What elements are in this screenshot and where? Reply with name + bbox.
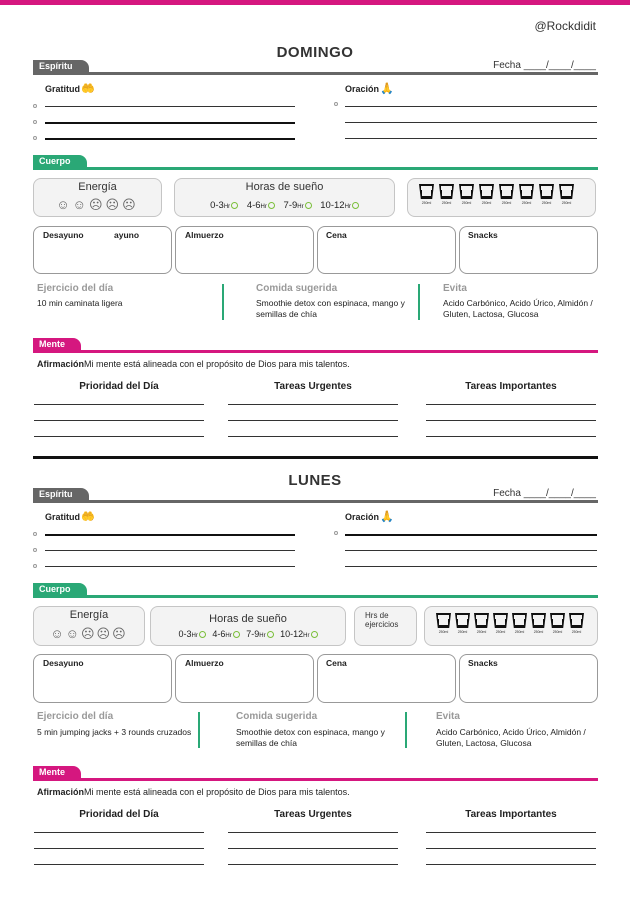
praying-hands-icon: 🙏 xyxy=(380,83,394,95)
prioridad-line[interactable] xyxy=(34,864,204,865)
oracion-line-3[interactable] xyxy=(345,566,597,567)
bullet-icon xyxy=(334,531,338,535)
almuerzo-label: Almuerzo xyxy=(185,230,224,240)
section-tab-cuerpo: Cuerpo xyxy=(33,155,87,167)
bullet-icon xyxy=(33,548,37,552)
cena-label: Cena xyxy=(326,658,347,668)
importantes-heading: Tareas Importantes xyxy=(465,809,557,820)
very-happy-face-icon[interactable]: ☺ xyxy=(50,626,66,641)
urgentes-line[interactable] xyxy=(228,832,398,833)
sleep-options xyxy=(175,200,394,211)
snacks-box[interactable] xyxy=(459,654,598,703)
column-divider xyxy=(198,712,200,748)
horas-sueno-box xyxy=(174,178,395,217)
ejercicio-text: 10 min caminata ligera xyxy=(37,298,123,308)
happy-face-icon[interactable]: ☺ xyxy=(72,197,89,212)
water-box xyxy=(407,178,596,217)
sleep-option[interactable]: 10-12Hr xyxy=(320,200,359,211)
glass-label: 250ml xyxy=(457,630,468,634)
sleep-option[interactable]: 7-9Hr xyxy=(246,629,273,639)
urgentes-line[interactable] xyxy=(228,436,398,437)
urgentes-line[interactable] xyxy=(228,848,398,849)
very-happy-face-icon[interactable]: ☺ xyxy=(56,197,73,212)
section-line-cuerpo xyxy=(33,167,598,170)
sleep-option[interactable]: 4-6Hr xyxy=(212,629,239,639)
bullet-icon xyxy=(33,104,37,108)
author-handle: @Rockdidit xyxy=(534,19,596,33)
water-glasses xyxy=(418,184,575,206)
section-line-mente xyxy=(33,778,598,781)
horas-sueno-label: Horas de sueño xyxy=(245,181,324,193)
glass-icon[interactable] xyxy=(498,184,515,206)
urgentes-line[interactable] xyxy=(228,864,398,865)
gratitud-line-1[interactable] xyxy=(45,106,295,107)
oracion-line-1[interactable] xyxy=(345,534,597,536)
importantes-line[interactable] xyxy=(426,864,596,865)
prioridad-line[interactable] xyxy=(34,404,204,405)
comida-text: Smoothie detox con espinaca, mango y semillas de chía xyxy=(236,727,385,748)
glass-icon[interactable] xyxy=(473,613,490,635)
oracion-label: Oración🙏 xyxy=(345,83,394,95)
glass-icon[interactable] xyxy=(478,184,495,206)
glass-icon[interactable] xyxy=(418,184,435,206)
section-line-mente xyxy=(33,350,598,353)
desayuno-box[interactable] xyxy=(33,226,172,274)
glass-label: 250ml xyxy=(438,630,449,634)
prioridad-line[interactable] xyxy=(34,420,204,421)
urgentes-heading: Tareas Urgentes xyxy=(274,381,352,392)
bullet-icon xyxy=(33,564,37,568)
cena-box[interactable] xyxy=(317,654,456,703)
glass-label: 250ml xyxy=(521,201,532,205)
glass-label: 250ml xyxy=(481,201,492,205)
snacks-box[interactable] xyxy=(459,226,598,274)
water-glasses xyxy=(435,613,585,635)
snacks-label: Snacks xyxy=(468,658,498,668)
glass-icon[interactable] xyxy=(492,613,509,635)
gratitud-line-3[interactable] xyxy=(45,566,295,567)
sleep-option[interactable]: 10-12Hr xyxy=(280,629,317,639)
column-divider xyxy=(405,712,407,748)
bullet-icon xyxy=(334,102,338,106)
glass-label: 250ml xyxy=(476,630,487,634)
column-divider xyxy=(418,284,420,320)
gratitud-line-2[interactable] xyxy=(45,550,295,551)
hrs-ejercicios-label: Hrs de ejercicios xyxy=(365,611,399,629)
date-field[interactable]: Fecha ____/____/____ xyxy=(493,488,596,499)
glass-icon[interactable] xyxy=(438,184,455,206)
horas-sueno-label: Horas de sueño xyxy=(209,613,287,625)
energia-box xyxy=(33,606,145,646)
neutral-face-icon[interactable]: ☹ xyxy=(80,626,97,641)
urgentes-heading: Tareas Urgentes xyxy=(274,809,352,820)
water-box xyxy=(424,606,598,646)
afirmacion: AfirmaciónMi mente está alineada con el propósito de Dios para mis talentos. xyxy=(37,359,350,369)
sleep-option[interactable]: 4-6Hr xyxy=(247,200,275,211)
almuerzo-box[interactable] xyxy=(175,654,314,703)
section-tab-espiritu: Espíritu xyxy=(33,488,89,500)
gratitud-label: Gratitud🤲 xyxy=(45,511,95,523)
bullet-icon xyxy=(33,136,37,140)
ayuno-label: ayuno xyxy=(114,230,140,240)
importantes-line[interactable] xyxy=(426,832,596,833)
oracion-line-2[interactable] xyxy=(345,122,597,123)
neutral-face-icon[interactable]: ☹ xyxy=(88,197,106,212)
glass-icon[interactable] xyxy=(530,613,547,635)
glass-icon[interactable] xyxy=(558,184,575,206)
desayuno-label: Desayuno xyxy=(43,230,84,240)
glass-label: 250ml xyxy=(533,630,544,634)
glass-icon[interactable] xyxy=(458,184,475,206)
sad-face-icon[interactable]: ☹ xyxy=(105,197,123,212)
bullet-icon xyxy=(33,532,37,536)
ejercicio-text: 5 min jumping jacks + 3 rounds cruzados xyxy=(37,727,192,737)
section-line-espiritu xyxy=(33,500,598,503)
importantes-heading: Tareas Importantes xyxy=(465,381,557,392)
gratitud-line-1[interactable] xyxy=(45,534,295,536)
comida-text: Smoothie detox con espinaca, mango y semillas de chía xyxy=(256,298,405,319)
glass-label: 250ml xyxy=(541,201,552,205)
evita-heading: Evita xyxy=(436,711,460,722)
energy-faces xyxy=(34,197,161,213)
glass-label: 250ml xyxy=(552,630,563,634)
section-line-cuerpo xyxy=(33,595,598,598)
very-sad-face-icon[interactable]: ☹ xyxy=(122,197,139,212)
cena-box[interactable] xyxy=(317,226,456,274)
afirmacion: AfirmaciónMi mente está alineada con el propósito de Dios para mis talentos. xyxy=(37,787,350,797)
prioridad-heading: Prioridad del Día xyxy=(79,381,159,392)
importantes-line[interactable] xyxy=(426,404,596,405)
hrs-ejercicios-box[interactable] xyxy=(354,606,417,646)
importantes-line[interactable] xyxy=(426,420,596,421)
importantes-line[interactable] xyxy=(426,848,596,849)
glass-label: 250ml xyxy=(571,630,582,634)
date-field[interactable]: Fecha ____/____/____ xyxy=(493,60,596,71)
day-title: DOMINGO xyxy=(276,44,354,61)
horas-sueno-box xyxy=(150,606,346,646)
comida-heading: Comida sugerida xyxy=(236,711,318,722)
sad-face-icon[interactable]: ☹ xyxy=(96,626,113,641)
energia-label: Energía xyxy=(69,609,109,621)
section-tab-espiritu: Espíritu xyxy=(33,60,89,72)
sleep-option[interactable]: 0-3Hr xyxy=(210,200,238,211)
gratitud-line-2[interactable] xyxy=(45,122,295,124)
desayuno-label: Desayuno xyxy=(43,658,84,668)
bullet-icon xyxy=(33,120,37,124)
prioridad-line[interactable] xyxy=(34,848,204,849)
glass-label: 250ml xyxy=(421,201,432,205)
day-separator xyxy=(33,456,598,459)
section-tab-mente: Mente xyxy=(33,766,81,778)
evita-text: Acido Carbónico, Acido Úrico, Almidón / Gluten, Lactosa, Glucosa xyxy=(436,727,586,748)
almuerzo-label: Almuerzo xyxy=(185,658,224,668)
urgentes-line[interactable] xyxy=(228,404,398,405)
glass-label: 250ml xyxy=(514,630,525,634)
glass-icon[interactable] xyxy=(538,184,555,206)
prioridad-heading: Prioridad del Día xyxy=(79,809,159,820)
glass-icon[interactable] xyxy=(454,613,471,635)
day-title: LUNES xyxy=(288,472,342,489)
comida-heading: Comida sugerida xyxy=(256,283,338,294)
importantes-line[interactable] xyxy=(426,436,596,437)
desayuno-box[interactable] xyxy=(33,654,172,703)
column-divider xyxy=(222,284,224,320)
glass-icon[interactable] xyxy=(518,184,535,206)
prioridad-line[interactable] xyxy=(34,436,204,437)
energia-box xyxy=(33,178,162,217)
sleep-options xyxy=(151,629,345,639)
cena-label: Cena xyxy=(326,230,347,240)
ejercicio-heading: Ejercicio del día xyxy=(37,283,114,294)
oracion-line-3[interactable] xyxy=(345,138,597,139)
section-tab-mente: Mente xyxy=(33,338,81,350)
snacks-label: Snacks xyxy=(468,230,498,240)
glass-label: 250ml xyxy=(561,201,572,205)
oracion-line-2[interactable] xyxy=(345,550,597,551)
section-tab-cuerpo: Cuerpo xyxy=(33,583,87,595)
oracion-label: Oración🙏 xyxy=(345,511,394,523)
evita-text: Acido Carbónico, Acido Úrico, Almidón / Gluten, Lactosa, Glucosa xyxy=(443,298,593,319)
sleep-option[interactable]: 7-9Hr xyxy=(284,200,312,211)
evita-heading: Evita xyxy=(443,283,467,294)
glass-icon[interactable] xyxy=(435,613,452,635)
glass-label: 250ml xyxy=(501,201,512,205)
energia-label: Energía xyxy=(78,181,117,193)
very-sad-face-icon[interactable]: ☹ xyxy=(112,626,128,641)
ejercicio-heading: Ejercicio del día xyxy=(37,711,114,722)
gratitud-label: Gratitud🤲 xyxy=(45,83,95,95)
almuerzo-box[interactable] xyxy=(175,226,314,274)
hands-heart-icon: 🤲 xyxy=(81,83,95,95)
glass-label: 250ml xyxy=(461,201,472,205)
glass-label: 250ml xyxy=(441,201,452,205)
prioridad-line[interactable] xyxy=(34,832,204,833)
glass-label: 250ml xyxy=(495,630,506,634)
hands-heart-icon: 🤲 xyxy=(81,511,95,523)
urgentes-line[interactable] xyxy=(228,420,398,421)
top-accent-bar xyxy=(0,0,630,5)
section-line-espiritu xyxy=(33,72,598,75)
praying-hands-icon: 🙏 xyxy=(380,511,394,523)
glass-icon[interactable] xyxy=(511,613,528,635)
happy-face-icon[interactable]: ☺ xyxy=(65,626,81,641)
glass-icon[interactable] xyxy=(568,613,585,635)
oracion-line-1[interactable] xyxy=(345,106,597,107)
sleep-option[interactable]: 0-3Hr xyxy=(179,629,206,639)
glass-icon[interactable] xyxy=(549,613,566,635)
energy-faces xyxy=(34,626,144,642)
gratitud-line-3[interactable] xyxy=(45,138,295,140)
